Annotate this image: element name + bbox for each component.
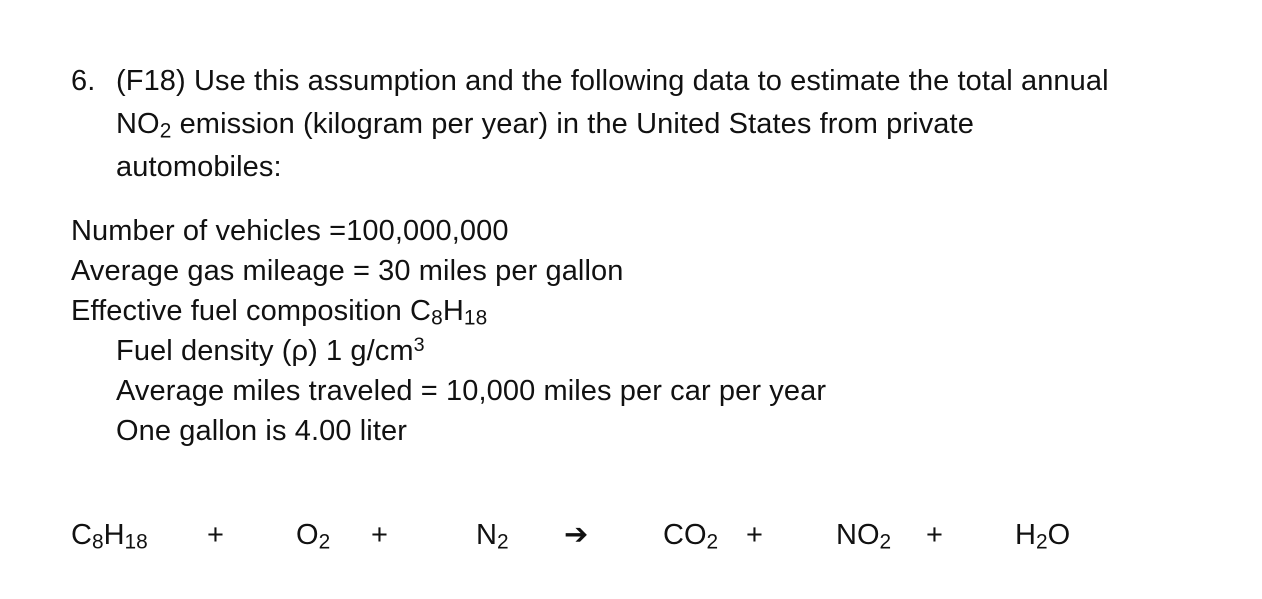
no2-no: NO: [836, 519, 880, 551]
data-vehicles: Number of vehicles =100,000,000: [71, 215, 509, 247]
water-o: O: [1047, 519, 1071, 551]
product-water: [1015, 518, 1070, 552]
no2-formula-text: NO: [116, 108, 160, 140]
data-density: [116, 334, 425, 368]
question-line-3: automobiles:: [116, 151, 282, 183]
data-mileage: Average gas mileage = 30 miles per gallon: [71, 255, 624, 287]
plus-sign-4: +: [926, 519, 943, 551]
question-line-1: (F18) Use this assumption and the following data to estimate the total annual: [116, 65, 1109, 97]
density-superscript: 3: [413, 334, 425, 357]
plus-sign-3: +: [746, 519, 763, 551]
nitrogen-n: N: [476, 519, 497, 551]
composition-h: H: [442, 295, 464, 327]
composition-sub-8: 8: [431, 306, 443, 330]
reactant-octane: [71, 518, 148, 552]
co2-sub: 2: [706, 530, 719, 554]
plus-sign-1: +: [207, 519, 224, 551]
question-line-2: [116, 107, 974, 141]
reaction-arrow-icon: ➔: [564, 519, 589, 551]
water-h: H: [1015, 519, 1036, 551]
no2-subscript: 2: [159, 119, 172, 143]
octane-sub-8: 8: [91, 530, 104, 554]
question-number: 6.: [71, 65, 96, 97]
plus-sign-2: +: [371, 519, 388, 551]
octane-c: C: [71, 519, 92, 551]
composition-text: Effective fuel composition C: [71, 295, 432, 327]
water-sub: 2: [1035, 530, 1048, 554]
product-co2: [663, 518, 718, 552]
data-gallon: One gallon is 4.00 liter: [116, 415, 407, 447]
product-no2: [836, 518, 891, 552]
reactant-nitrogen: [476, 518, 509, 552]
co2-co: CO: [663, 519, 707, 551]
octane-h: H: [103, 519, 125, 551]
data-composition: [71, 294, 487, 328]
oxygen-sub: 2: [318, 530, 331, 554]
data-miles: Average miles traveled = 10,000 miles per car per year: [116, 375, 827, 407]
oxygen-o: O: [296, 519, 319, 551]
reactant-oxygen: [296, 518, 330, 552]
nitrogen-sub: 2: [496, 530, 509, 554]
composition-sub-18: 18: [463, 306, 488, 330]
no2-eq-sub: 2: [879, 530, 892, 554]
octane-sub-18: 18: [124, 530, 148, 554]
question-line-2-text: emission (kilogram per year) in the United States from private: [171, 108, 974, 140]
density-text: Fuel density (ρ) 1 g/cm: [116, 335, 414, 367]
